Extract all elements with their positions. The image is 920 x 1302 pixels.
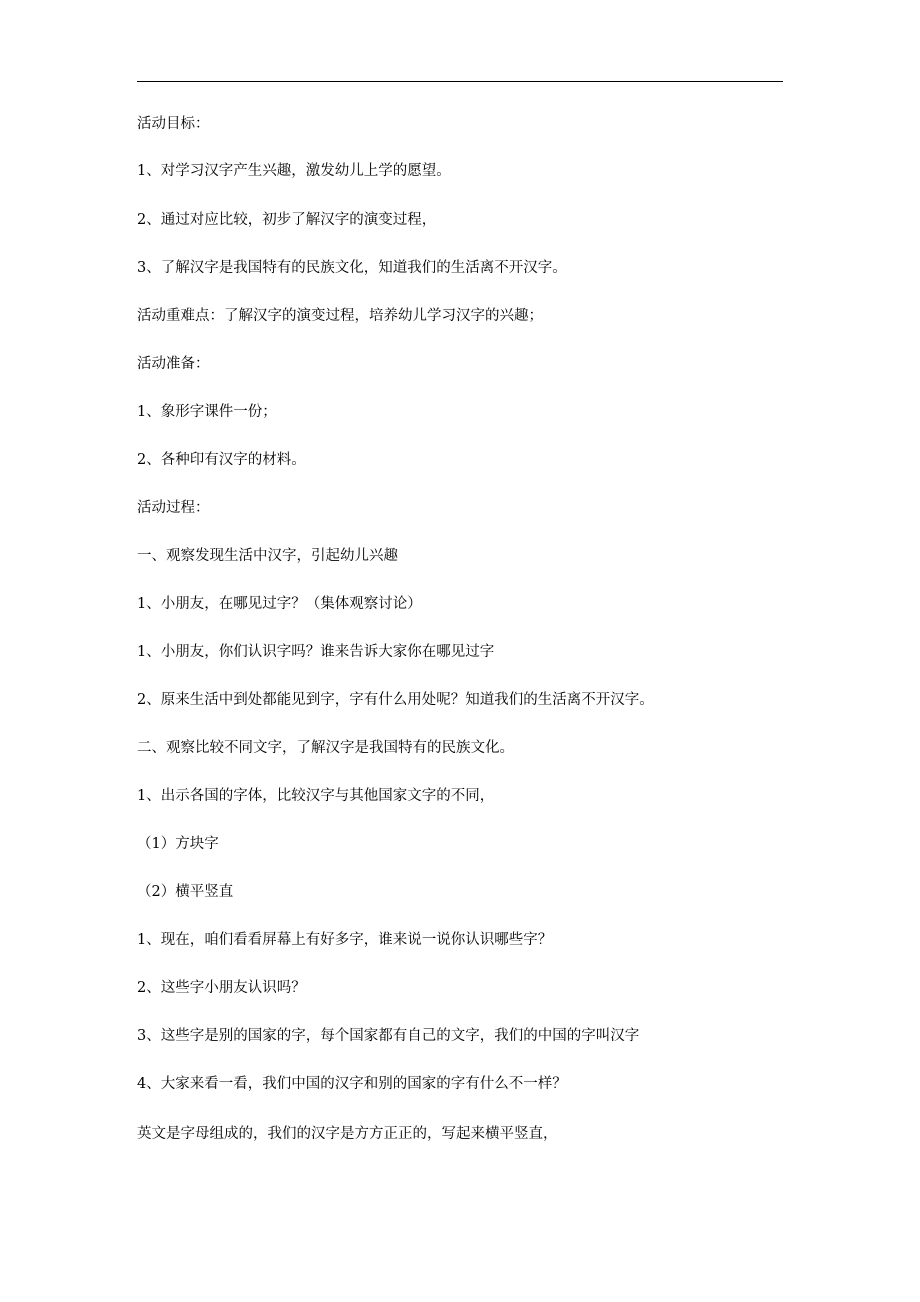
objective-item: 3、了解汉字是我国特有的民族文化，知道我们的生活离不开汉字。 — [137, 260, 567, 276]
process-sub-item: （2）横平竖直 — [137, 884, 234, 900]
process-item: 3、这些字是别的国家的字，每个国家都有自己的文字，我们的中国的字叫汉字 — [137, 1028, 640, 1044]
process-item: 4、大家来看一看，我们中国的汉字和别的国家的字有什么不一样？ — [137, 1076, 567, 1092]
process-step-heading: 二、观察比较不同文字，了解汉字是我国特有的民族文化。 — [137, 740, 514, 756]
process-item: 1、出示各国的字体，比较汉字与其他国家文字的不同， — [137, 788, 495, 804]
preparation-item: 1、象形字课件一份； — [137, 404, 277, 420]
process-step-heading: 一、观察发现生活中汉字，引起幼儿兴趣 — [137, 548, 398, 564]
section-heading-preparation: 活动准备： — [137, 356, 210, 372]
section-heading-key-points: 活动重难点：了解汉字的演变过程，培养幼儿学习汉字的兴趣； — [137, 308, 543, 324]
paragraph: 英文是字母组成的，我们的汉字是方方正正的，写起来横平竖直， — [137, 1126, 558, 1142]
section-heading-process: 活动过程： — [137, 500, 210, 516]
section-heading-objectives: 活动目标： — [137, 116, 210, 132]
process-item: 2、这些字小朋友认识吗？ — [137, 980, 306, 996]
process-item: 1、小朋友，在哪见过字？（集体观察讨论） — [137, 596, 422, 612]
header-rule — [137, 81, 783, 82]
objective-item: 2、通过对应比较，初步了解汉字的演变过程， — [137, 212, 437, 228]
preparation-item: 2、各种印有汉字的材料。 — [137, 452, 306, 468]
process-item: 1、现在，咱们看看屏幕上有好多字，谁来说一说你认识哪些字？ — [137, 932, 553, 948]
process-item: 1、小朋友，你们认识字吗？谁来告诉大家你在哪见过字 — [137, 644, 495, 660]
objective-item: 1、对学习汉字产生兴趣，激发幼儿上学的愿望。 — [137, 163, 451, 179]
process-sub-item: （1）方块字 — [137, 836, 219, 852]
process-item: 2、原来生活中到处都能见到字，字有什么用处呢？知道我们的生活离不开汉字。 — [137, 692, 654, 708]
